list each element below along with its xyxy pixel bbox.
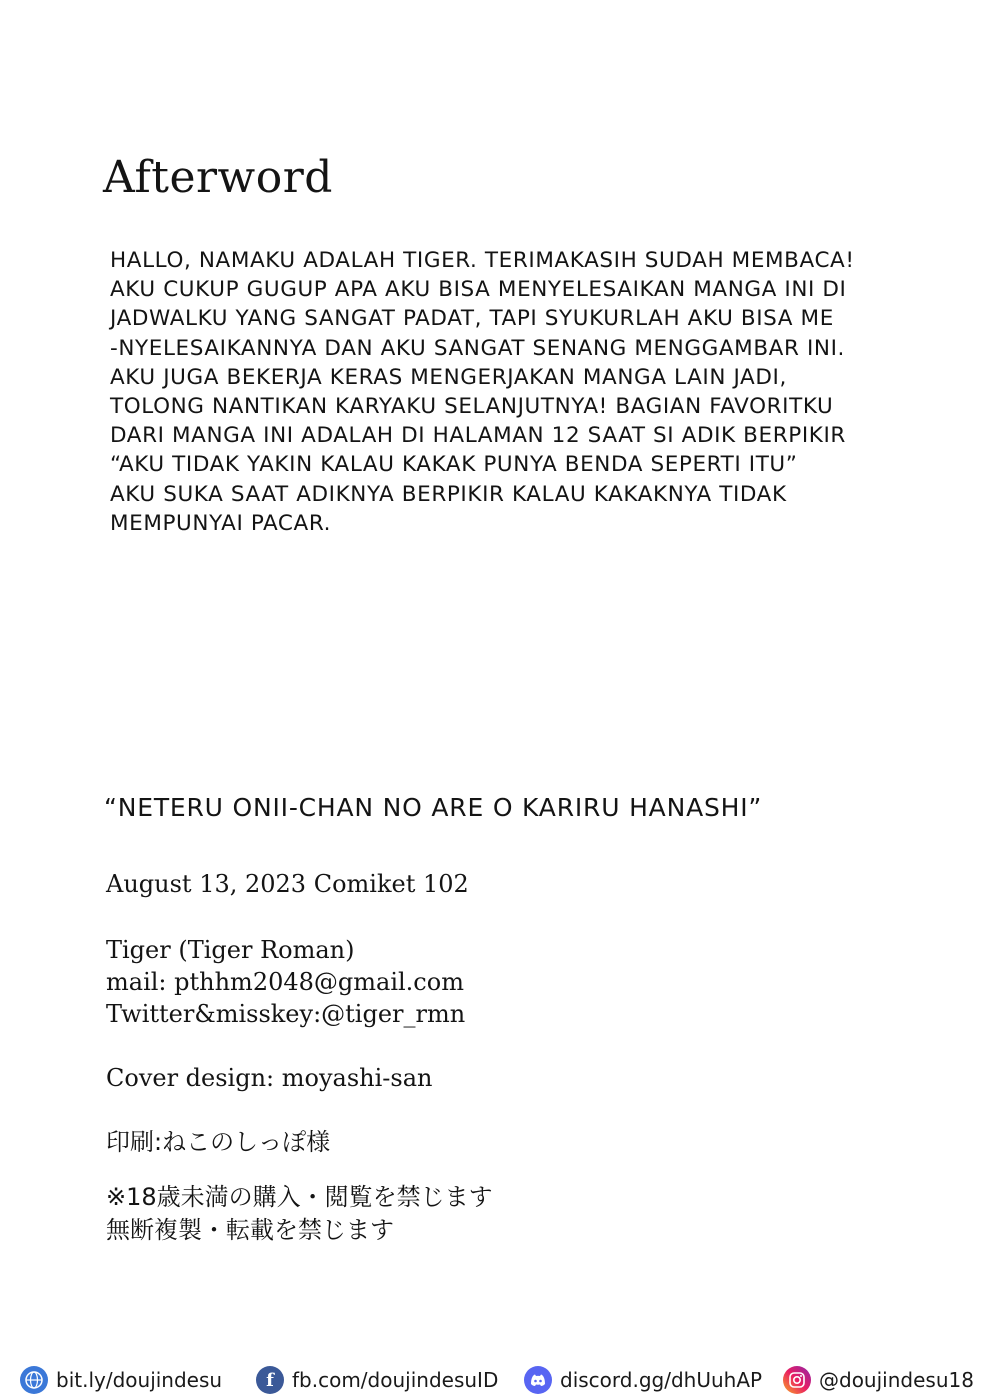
- website-link[interactable]: [20, 1366, 222, 1394]
- afterword-line: -NYELESAIKANNYA DAN AKU SANGAT SENANG MENGGAMBAR INI.: [110, 335, 845, 361]
- facebook-icon: f: [256, 1366, 284, 1394]
- afterword-line: MEMPUNYAI PACAR.: [110, 510, 332, 536]
- discord-link[interactable]: [524, 1366, 762, 1394]
- printer-credit: 印刷:ねこのしっぽ様: [106, 1128, 331, 1156]
- afterword-line: DARI MANGA INI ADALAH DI HALAMAN 12 SAAT SI ADIK BERPIKIR: [110, 423, 846, 449]
- instagram-icon: [783, 1366, 811, 1394]
- afterword-line: AKU CUKUP GUGUP APA AKU BISA MENYELESAIKAN MANGA INI DI: [110, 277, 847, 303]
- event-date: August 13, 2023 Comiket 102: [106, 870, 469, 898]
- legal-notice: [106, 1181, 493, 1247]
- cover-design-credit: Cover design: moyashi-san: [106, 1064, 433, 1092]
- www-globe-icon: [20, 1366, 48, 1394]
- author-block: [106, 934, 465, 1030]
- afterword-line: TOLONG NANTIKAN KARYAKU SELANJUTNYA! BAGIAN FAVORITKU: [110, 394, 834, 420]
- afterword-line: HALLO, NAMAKU ADALAH TIGER. TERIMAKASIH SUDAH MEMBACA!: [110, 248, 855, 273]
- discord-label: discord.gg/dhUuhAP: [560, 1368, 763, 1392]
- afterword-line: AKU JUGA BEKERJA KERAS MENGERJAKAN MANGA LAIN JADI,: [110, 364, 787, 390]
- copy-notice: 無断複製・転載を禁じます: [106, 1216, 394, 1244]
- work-title: “NETERU ONII-CHAN NO ARE O KARIRU HANASHI”: [104, 793, 763, 822]
- afterword-line: JADWALKU YANG SANGAT PADAT, TAPI SYUKURLAH AKU BISA ME: [110, 306, 834, 332]
- age-notice: ※18歳未満の購入・閲覧を禁じます: [106, 1183, 493, 1211]
- footer-watermark-bar: [0, 1360, 991, 1400]
- afterword-line: AKU SUKA SAAT ADIKNYA BERPIKIR KALAU KAKAKNYA TIDAK: [110, 481, 787, 507]
- afterword-line: “AKU TIDAK YAKIN KALAU KAKAK PUNYA BENDA SEPERTI ITU”: [110, 452, 798, 478]
- afterword-body: [110, 246, 910, 538]
- instagram-link[interactable]: [783, 1366, 974, 1394]
- website-label: bit.ly/doujindesu: [56, 1368, 223, 1392]
- instagram-glyph: [788, 1371, 806, 1389]
- discord-glyph: [529, 1373, 547, 1387]
- facebook-label: fb.com/doujindesuID: [292, 1368, 499, 1392]
- author-name: Tiger (Tiger Roman): [106, 936, 355, 964]
- facebook-link[interactable]: [256, 1366, 498, 1394]
- globe-glyph: [24, 1370, 44, 1390]
- author-social: Twitter&misskey:@tiger_rmn: [106, 1000, 466, 1028]
- instagram-label: @doujindesu18: [819, 1368, 974, 1392]
- discord-icon: [524, 1366, 552, 1394]
- author-mail: mail: pthhm2048@gmail.com: [106, 968, 464, 996]
- afterword-title: Afterword: [103, 152, 333, 203]
